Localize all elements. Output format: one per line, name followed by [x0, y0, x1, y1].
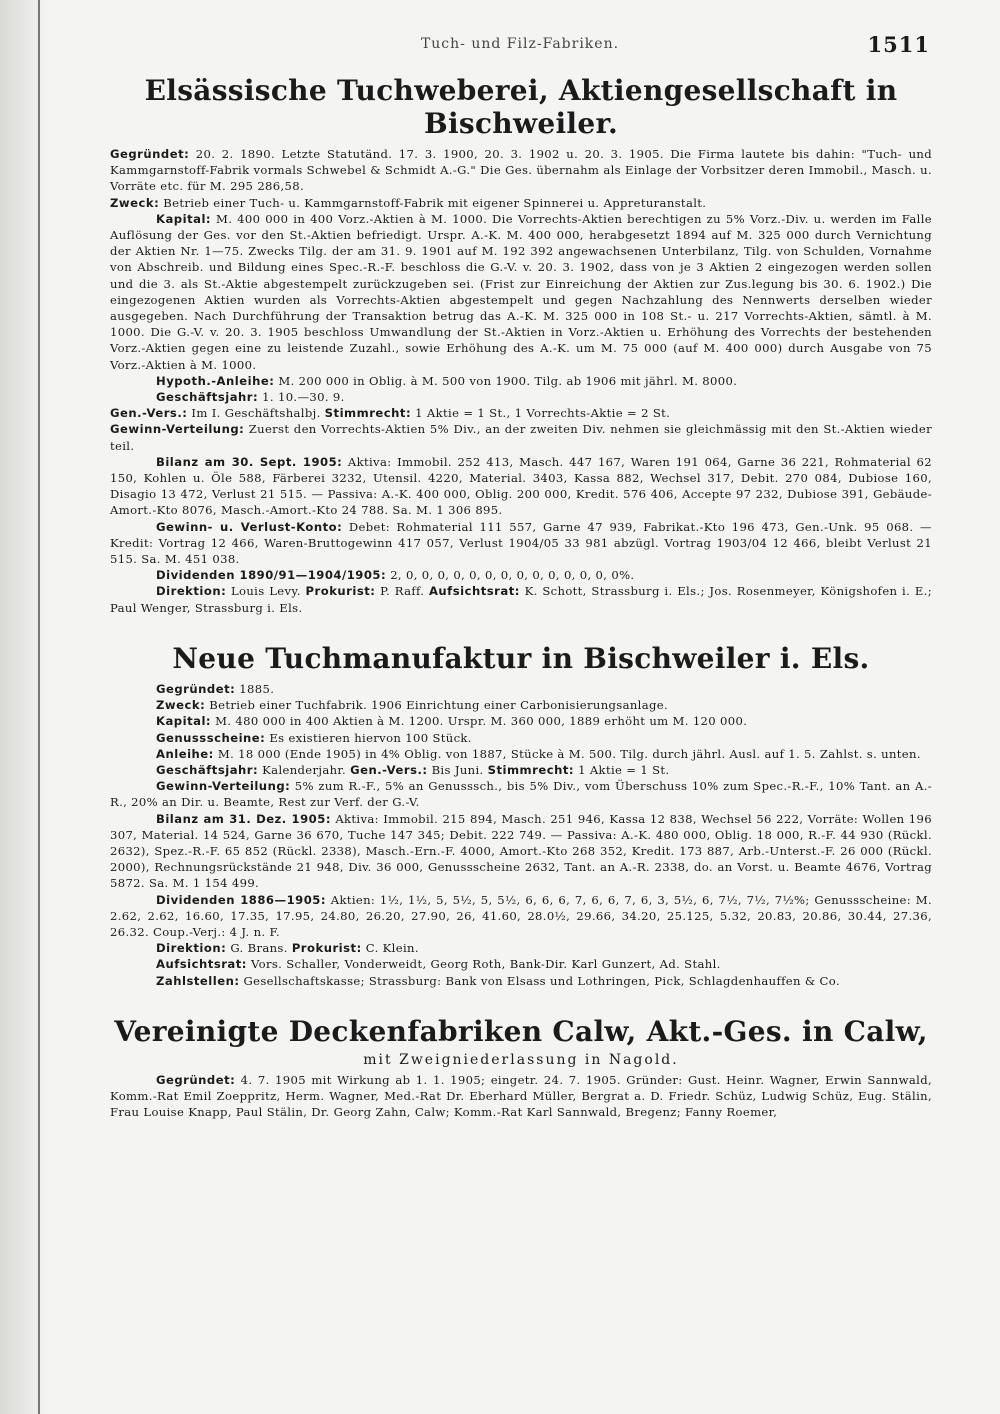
field-text: M. 400 000 in 400 Vorz.-Aktien à M. 1000. Die Vorrechts-Aktien berechtigen zu 5% Vorz.-Div. u. werden im Falle Auflösung der Ges. vor den St.-Aktien befriedigt. Urspr. A.-K. M. 400 000, herabgesetzt 1894 auf M. 325 000 durch Vernichtung der Aktien Nr. 1—75. Zwecks Tilg. der am 31. 9. 1901 auf M. 192 392 angewachsenen Unterbilanz, Tilg. von Schulden, Vornahme von Abschreib. und Bildung eines Spec.-R.-F. beschloss die G.-V. v. 20. 3. 1902, dass von je 3 Aktien 2 eingezogen werden sollen und die 3. als St.-Aktie abgestempelt zurückzugeben sei. (Frist zur Einreichung der Aktien zur Zus.legung bis 30. 6. 1902.) Die eingezogenen Aktien wurden als Vorrechts-Aktien abgestempelt und gegen Nachzahlung des Nennwerts derselben wieder ausgegeben. Nach Durchführung der Transaktion betrug das A.-K. M. 325 000 in 108 St.- u. 217 Vorrechts-Aktien, sämtl. à M. 1000. Die G.-V. v. 20. 3. 1905 beschloss Umwandlung der St.-Aktien in Vorz.-Aktien u. Erhöhung des Vorrechts der bestehenden Vorz.-Aktien gegen eine zu leistende Zuzahl., sowie Erhöhung des A.-K. um M. 75 000 (auf M. 400 000) durch Ausgabe von 75 Vorz.-Aktien à M. 1000. [110, 211, 932, 372]
field-bilanz [110, 454, 932, 519]
scan-edge-shadow [0, 0, 48, 1414]
field-text: Bis Juni. [431, 762, 484, 777]
field-label: Direktion: [156, 584, 227, 599]
field-text: Gesellschaftskasse; Strassburg: Bank von Elsass und Lothringen, Pick, Schlagdenhauffen & Co. [243, 973, 840, 988]
field-label: Gegründet: [110, 147, 190, 161]
field-text: Kalenderjahr. [262, 762, 347, 777]
field-text: 1. 10.—30. 9. [262, 390, 345, 405]
field-label: Hypoth.-Anleihe: [156, 373, 275, 388]
field-kapital [110, 713, 932, 729]
field-label: Zweck: [110, 195, 160, 210]
field-geschaeftsjahr [110, 762, 932, 778]
field-text: 1885. [239, 681, 275, 696]
field-label: Bilanz am 31. Dez. 1905: [156, 811, 331, 826]
field-text: Es existieren hiervon 100 Stück. [269, 730, 472, 745]
field-label: Gegründet: [156, 1072, 236, 1087]
field-text: M. 200 000 in Oblig. à M. 500 von 1900. Tilg. ab 1906 mit jährl. M. 8000. [278, 373, 738, 388]
field-gewinn-verteilung [110, 778, 932, 810]
company-entry [110, 74, 932, 616]
page-content [110, 74, 932, 1120]
field-label: Aufsichtsrat: [156, 957, 247, 972]
company-title: Vereinigte Deckenfabriken Calw, Akt.-Ges. in Calw, [114, 1014, 928, 1048]
field-anleihe [110, 746, 932, 762]
field-text: 2, 0, 0, 0, 0, 0, 0, 0, 0, 0, 0, 0, 0, 0, 0%. [390, 568, 635, 583]
field-label: Prokurist: [291, 941, 362, 956]
field-zahlstellen [110, 973, 932, 989]
field-text: 1 Aktie = 1 St. [578, 762, 670, 777]
field-aufsichtsrat [110, 956, 932, 972]
field-label: Genussscheine: [156, 730, 266, 745]
field-text: Aktien: 1½, 1½, 5, 5½, 5, 5½, 6, 6, 6, 7, 6, 6, 7, 6, 3, 5½, 6, 7½, 7½, 7½%; Genussscheine: M. 2.62, 2.62, 16.60, 17.35, 17.95, 24.80, 26.20, 27.90, 26, 41.60, 28.0½, 29.66, 34.20, 25.125, 5.32, 20.83, 20.86, 30.44, 27.36, 26.32. Coup.-Verj.: 4 J. n. F. [110, 892, 932, 939]
field-direktion [110, 940, 932, 956]
field-text: Aktiva: Immobil. 252 413, Masch. 447 167, Waren 191 064, Garne 36 221, Rohmaterial 62 150, Kohlen u. Öle 588, Färberei 3232, Utensil. 4220, Material. 3403, Kassa 882, Wechsel 317, Debit. 270 084, Dubiose 160, Disagio 13 472, Verlust 21 515. — Passiva: A.-K. 400 000, Oblig. 200 000, Kredit. 576 406, Accepte 97 232, Dubiose 391, Gebäude-Amort.-Kto 8076, Masch.-Amort.-Kto 24 788. Sa. M. 1 306 895. [110, 454, 932, 518]
field-gegruendet [110, 1072, 932, 1121]
field-text: 5% zum R.-F., 5% an Genusssch., bis 5% Div., vom Überschuss 10% zum Spec.-R.-F., 10% Tant. an A.-R., 20% an Dir. u. Beamte, Rest zur Verf. der G.-V. [110, 779, 932, 810]
field-zweck [110, 195, 932, 211]
field-text: K. Schott, Strassburg i. Els.; Jos. Rosenmeyer, Königshofen i. E.; Paul Wenger, Strassburg i. Els. [110, 584, 932, 615]
field-geschaeftsjahr [110, 389, 932, 405]
field-text: M. 18 000 (Ende 1905) in 4% Oblig. von 1887, Stücke à M. 500. Tilg. durch jährl. Ausl. auf 1. 5. Zahlst. s. unten. [217, 746, 921, 761]
field-label: Gewinn- u. Verlust-Konto: [156, 519, 343, 534]
field-text: Debet: Rohmaterial 111 557, Garne 47 939, Fabrikat.-Kto 196 473, Gen.-Unk. 95 068. — Kredit: Vortrag 12 466, Waren-Bruttogewinn 417 057, Verlust 1904/05 33 981 abzügl. Vortrag 1903/04 12 466, bleibt Verlust 21 515. Sa. M. 451 038. [110, 519, 932, 567]
company-entry [110, 1015, 932, 1121]
field-direktion [110, 583, 932, 615]
field-zweck [110, 697, 932, 713]
company-subtitle: mit Zweigniederlassung in Nagold. [363, 1051, 679, 1068]
field-text: C. Klein. [365, 941, 419, 956]
company-entry [110, 642, 932, 989]
field-text: 4. 7. 1905 mit Wirkung ab 1. 1. 1905; eingetr. 24. 7. 1905. Gründer: Gust. Heinr. Wagner, Erwin Sannwald, Komm.-Rat Emil Zoeppritz, Herm. Wagner, Med.-Rat Dr. Eberhard Müller, Bergrat a. D. Friedr. Schüz, Ludwig Schüz, Eug. Stälin, Frau Louise Knapp, Paul Stälin, Dr. Georg Zahn, Calw; Komm.-Rat Karl Sannwald, Bregenz; Fanny Roemer, [110, 1072, 932, 1120]
field-text: G. Brans. [230, 941, 288, 956]
field-gewinn-verteilung [110, 421, 932, 453]
field-bilanz [110, 811, 932, 892]
field-label: Kapital: [156, 714, 212, 729]
field-label: Dividenden 1886—1905: [156, 892, 326, 907]
running-head-title: Tuch- und Filz-Fabriken. [420, 36, 620, 52]
field-label: Aufsichtsrat: [428, 584, 520, 599]
field-dividenden [110, 892, 932, 941]
field-text: P. Raff. [380, 584, 425, 599]
field-gewinn-verlust-konto [110, 519, 932, 568]
field-label: Anleihe: [156, 746, 214, 761]
field-text: Im I. Geschäftshalbj. [191, 406, 321, 421]
page-number: 1511 [867, 32, 930, 57]
field-label: Stimmrecht: [324, 406, 412, 421]
field-gegruendet [110, 146, 932, 195]
field-label: Kapital: [156, 211, 212, 226]
field-text: Betrieb einer Tuchfabrik. 1906 Einrichtung einer Carbonisierungsanlage. [209, 698, 669, 713]
field-label: Direktion: [156, 941, 227, 956]
field-label: Gegründet: [156, 681, 236, 696]
company-title: Neue Tuchmanufaktur in Bischweiler i. Els. [172, 641, 870, 675]
field-kapital [110, 211, 932, 373]
field-genussscheine [110, 730, 932, 746]
field-label: Prokurist: [305, 584, 376, 599]
field-text: Aktiva: Immobil. 215 894, Masch. 251 946, Kassa 12 838, Wechsel 56 222, Vorräte: Wollen 196 307, Material. 14 524, Garne 36 670, Tuche 147 345; Debit. 222 749. — Passiva: A.-K. 480 000, Oblig. 18 000, R.-F. 44 930 (Rückl. 2632), Spez.-R.-F. 65 852 (Rückl. 2338), Masch.-Ern.-F. 4000, Amort.-Kto 268 352, Kredit. 173 887, Arb.-Unterst.-F. 26 000 (Rückl. 2000), Rechnungsrückstände 21 948, Div. 36 000, Genussscheine 2632, Tant. an A.-R. 2338, do. an Vorst. u. Beamte 4676, Vortrag 5872. Sa. M. 1 154 499. [110, 811, 932, 891]
field-gen-vers [110, 405, 932, 421]
binding-fold-line [38, 0, 40, 1414]
field-text: Zuerst den Vorrechts-Aktien 5% Div., an der zweiten Div. nehmen sie gleichmässig mit den St.-Aktien wieder teil. [110, 422, 932, 453]
field-text: 20. 2. 1890. Letzte Statutänd. 17. 3. 1900, 20. 3. 1902 u. 20. 3. 1905. Die Firma lautete bis dahin: "Tuch- und Kammgarnstoff-Fabrik vormals Schwebel & Schmidt A.-G." Die Ges. übernahm als Einlage der Vorbsitzer deren Immobil., Masch. u. Vorräte etc. für M. 295 286,58. [110, 147, 932, 194]
field-hypoth-anleihe [110, 373, 932, 389]
field-label: Gen.-Vers.: [110, 406, 188, 421]
field-label: Geschäftsjahr: [156, 390, 259, 405]
field-label: Zahlstellen: [156, 973, 240, 988]
field-text: Vors. Schaller, Vonderweidt, Georg Roth, Bank-Dir. Karl Gunzert, Ad. Stahl. [250, 957, 721, 972]
field-text: Betrieb einer Tuch- u. Kammgarnstoff-Fabrik mit eigener Spinnerei u. Appreturanstalt. [163, 195, 707, 210]
field-dividenden [110, 567, 932, 583]
field-label: Gewinn-Verteilung: [156, 779, 291, 794]
field-label: Geschäftsjahr: [156, 762, 259, 777]
field-label: Dividenden 1890/91—1904/1905: [156, 568, 387, 583]
field-text: 1 Aktie = 1 St., 1 Vorrechts-Aktie = 2 St. [415, 406, 671, 421]
running-head [110, 32, 930, 60]
field-label: Bilanz am 30. Sept. 1905: [156, 454, 343, 469]
field-label: Gen.-Vers.: [350, 762, 428, 777]
field-label: Stimmrecht: [487, 762, 575, 777]
company-title: Elsässische Tuchweberei, Aktiengesellschaft in Bischweiler. [144, 74, 898, 140]
field-label: Zweck: [156, 698, 206, 713]
field-text: M. 480 000 in 400 Aktien à M. 1200. Urspr. M. 360 000, 1889 erhöht um M. 120 000. [215, 714, 748, 729]
field-label: Gewinn-Verteilung: [110, 422, 245, 437]
field-text: Louis Levy. [230, 584, 301, 599]
field-gegruendet [110, 681, 932, 697]
